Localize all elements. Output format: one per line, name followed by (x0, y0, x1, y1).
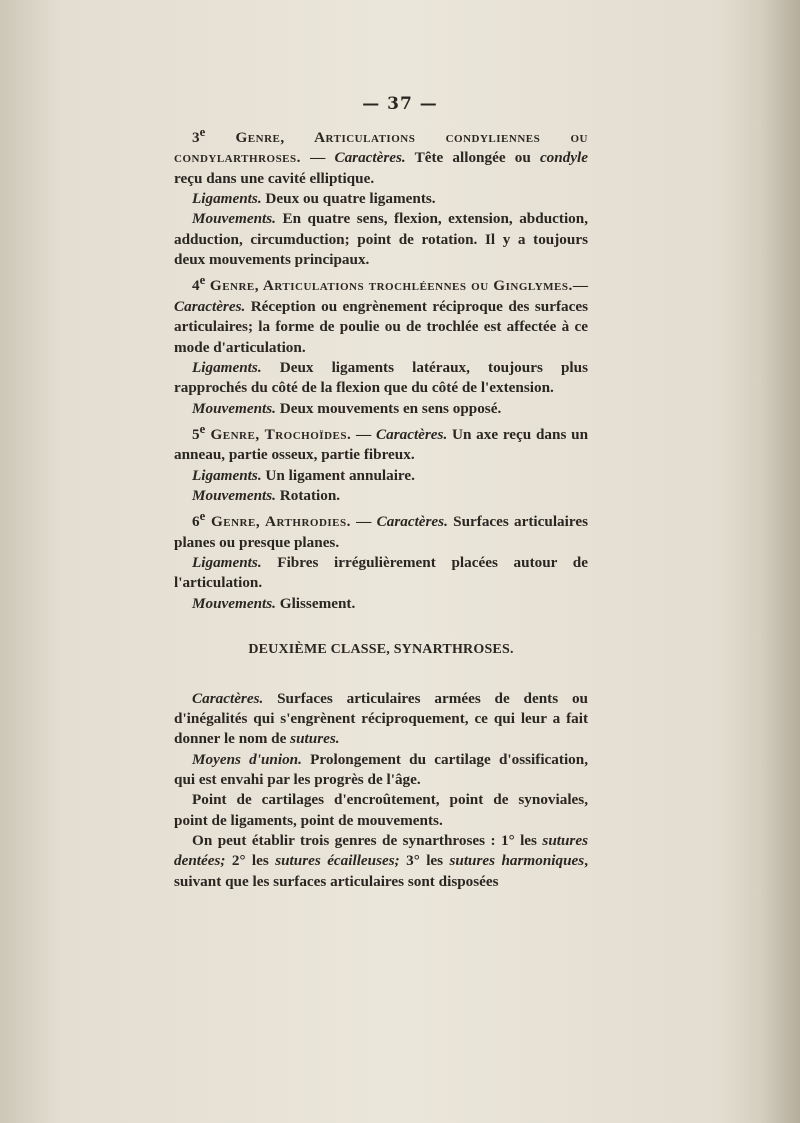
genre-number: 5 (192, 426, 200, 443)
paragraph-point-de: Point de cartilages d'encroûtement, point de synoviales, point de ligaments, point de mouvements. (174, 791, 588, 829)
text-run: , suivant que les surfaces articulaires sont disposées (174, 852, 588, 890)
dash: — (572, 277, 588, 295)
label-ligaments: Ligaments. (192, 190, 262, 208)
ordinal-suffix: e (199, 421, 206, 436)
genre-title: Genre, Articulations trochléennes ou Ginglymes. (205, 277, 573, 295)
label-ligaments: Ligaments. (192, 466, 262, 484)
genre-title: Genre, Arthrodies. (205, 513, 351, 531)
paragraph-mouvements (174, 399, 588, 419)
page-number: — 37 — (362, 94, 438, 114)
text-run: Tête allongée ou (405, 149, 540, 167)
dash: — (300, 149, 335, 167)
label-caracteres: Caractères. (192, 689, 264, 707)
text-run: Surfaces articulaires planes ou presque planes. (174, 513, 588, 551)
italic-term: sutures harmoniques (449, 852, 585, 870)
ordinal-suffix: e (199, 509, 206, 524)
genre-title: Genre, Articulations condyliennes ou condylarthroses. (174, 129, 588, 167)
label-caracteres: Caractères. (375, 426, 448, 443)
paragraph-genre-4 (174, 270, 588, 357)
label-ligaments: Ligaments. (192, 554, 262, 572)
text-run: On peut établir trois genres de synarthroses : 1° les (192, 831, 543, 849)
label-ligaments: Ligaments. (192, 358, 262, 376)
dash: — (351, 426, 376, 443)
paragraph-genre-6 (174, 506, 588, 553)
section-heading: DEUXIÈME CLASSE, SYNARTHROSES. (248, 642, 514, 658)
ordinal-suffix: e (199, 273, 206, 288)
label-caracteres: Caractères. (174, 297, 246, 315)
italic-term: condyle (539, 149, 589, 167)
label-moyens-union: Moyens d'union. (192, 750, 302, 768)
text-run: 3° les (399, 852, 450, 870)
genre-title: Genre, Trochoïdes. (205, 426, 352, 443)
text-run: Réception ou engrènement réciproque des surfaces articulaires; la forme de poulie ou de trochlée est affectée à ce mode d'articulation. (174, 297, 588, 356)
text-run: Fibres irrégulièrement placées autour de l'articulation. (174, 554, 588, 592)
text-run: Deux ligaments latéraux, toujours plus rapprochés du côté de la flexion que du côté de l'extension. (174, 358, 588, 397)
paragraph-ligaments (174, 553, 588, 594)
text-run: Deux mouvements en sens opposé. (275, 399, 502, 417)
label-mouvements: Mouvements. (192, 594, 276, 612)
paragraph-ligaments (174, 358, 588, 399)
text-run: En quatre sens, flexion, extension, abduction, adduction, circumduction; point de rotation. Il y a toujours deux mouvements principaux. (174, 210, 588, 269)
text-run: Prolongement du cartilage d'ossification, qui est envahi par les progrès de l'âge. (174, 750, 589, 788)
paragraph-ligaments (174, 466, 588, 486)
paragraph-caracteres (174, 689, 588, 750)
page-edge-shadow (760, 0, 800, 1123)
label-mouvements: Mouvements. (192, 210, 276, 228)
text-run: Deux ou quatre ligaments. (261, 190, 436, 208)
label-mouvements: Mouvements. (192, 399, 276, 417)
text-run: Surfaces articulaires armées de dents ou d'inégalités qui s'engrènent réciproquement, ce qui leur a fait donner le nom de (174, 689, 588, 748)
paragraph-genre-3 (174, 122, 588, 189)
text-run: Un axe reçu dans un anneau, partie osseux, partie fibreux. (174, 426, 589, 464)
text-run: Un ligament annulaire. (261, 466, 415, 484)
paragraph-mouvements (174, 486, 588, 506)
genre-number: 4 (192, 277, 200, 295)
label-caracteres: Caractères. (334, 149, 406, 167)
italic-term: sutures dentées; (174, 831, 588, 870)
genre-number: 3 (192, 129, 200, 147)
label-mouvements: Mouvements. (192, 487, 276, 505)
paragraph-ligaments (174, 189, 588, 209)
body-text (174, 122, 588, 892)
italic-term: sutures écailleuses; (275, 852, 400, 870)
paragraph-mouvements (174, 594, 588, 614)
text-run: Glissement. (275, 594, 356, 612)
paragraph-moyens-union (174, 750, 588, 791)
text-run: reçu dans une cavité elliptique. (174, 169, 375, 187)
dash: — (350, 513, 377, 531)
paragraph-genre-5 (174, 419, 588, 466)
paragraph-trois-genres (174, 831, 588, 892)
paragraph-mouvements (174, 209, 588, 270)
text-run: Rotation. (275, 487, 341, 505)
ordinal-suffix: e (199, 125, 206, 139)
text-run: 2° les (225, 852, 276, 870)
label-caracteres: Caractères. (376, 513, 448, 531)
italic-term: sutures. (290, 730, 340, 748)
genre-number: 6 (192, 513, 200, 531)
